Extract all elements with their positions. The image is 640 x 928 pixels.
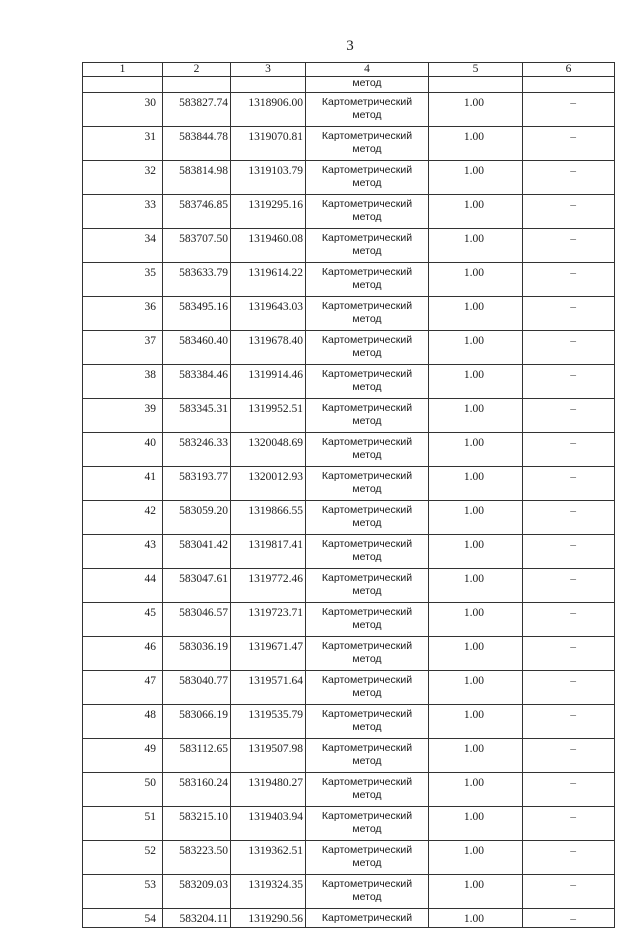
- point-number: 37: [83, 331, 163, 365]
- method-line-1: Картометрический: [321, 674, 413, 686]
- y-coordinate: 1319507.98: [231, 739, 306, 773]
- method-line-2: метод: [352, 585, 382, 597]
- accuracy: 1.00: [429, 399, 523, 433]
- method-line-1: Картометрический: [321, 300, 413, 312]
- page-number: 3: [346, 38, 354, 54]
- method-cell: [306, 841, 429, 875]
- y-coordinate: 1319772.46: [231, 569, 306, 603]
- method-line-1: Картометрический: [321, 708, 413, 720]
- table-row: [83, 467, 615, 501]
- header-cell: 2: [163, 63, 231, 77]
- accuracy: 1.00: [429, 909, 523, 928]
- y-coordinate: 1319914.46: [231, 365, 306, 399]
- description-cell: –: [523, 501, 615, 535]
- method-line-1: Картометрический: [321, 810, 413, 822]
- method-line-2: метод: [352, 109, 382, 121]
- table-row: [83, 399, 615, 433]
- method-line-2: метод: [352, 755, 382, 767]
- method-line-2: метод: [352, 211, 382, 223]
- method-cell: [306, 535, 429, 569]
- y-coordinate: 1319295.16: [231, 195, 306, 229]
- point-number: 45: [83, 603, 163, 637]
- x-coordinate: 583193.77: [163, 467, 231, 501]
- x-coordinate: 583223.50: [163, 841, 231, 875]
- point-number: 42: [83, 501, 163, 535]
- accuracy: 1.00: [429, 603, 523, 637]
- method-cell: [306, 637, 429, 671]
- description-cell: –: [523, 195, 615, 229]
- method-line-2: метод: [352, 143, 382, 155]
- point-number: 47: [83, 671, 163, 705]
- y-coordinate: 1319952.51: [231, 399, 306, 433]
- point-number: 33: [83, 195, 163, 229]
- y-coordinate: 1319678.40: [231, 331, 306, 365]
- table-row: [83, 127, 615, 161]
- y-coordinate: 1319362.51: [231, 841, 306, 875]
- table-row: [83, 331, 615, 365]
- accuracy: 1.00: [429, 501, 523, 535]
- method-line-2: метод: [352, 551, 382, 563]
- accuracy: 1.00: [429, 535, 523, 569]
- description-cell: –: [523, 229, 615, 263]
- method-cell: [306, 93, 429, 127]
- header-row: [83, 63, 615, 77]
- y-coordinate: 1320012.93: [231, 467, 306, 501]
- x-coordinate: 583345.31: [163, 399, 231, 433]
- description-cell: –: [523, 603, 615, 637]
- accuracy: 1.00: [429, 297, 523, 331]
- accuracy: 1.00: [429, 875, 523, 909]
- description-cell: –: [523, 433, 615, 467]
- y-coordinate: 1319535.79: [231, 705, 306, 739]
- description-cell: –: [523, 909, 615, 928]
- table-row: [83, 603, 615, 637]
- method-line-2: метод: [352, 721, 382, 733]
- point-number: 46: [83, 637, 163, 671]
- description-cell: –: [523, 739, 615, 773]
- description-cell: –: [523, 705, 615, 739]
- accuracy: 1.00: [429, 229, 523, 263]
- header-cell: 6: [523, 63, 615, 77]
- x-coordinate: 583112.65: [163, 739, 231, 773]
- method-line-2: метод: [352, 449, 382, 461]
- description-cell: –: [523, 875, 615, 909]
- table-row: [83, 739, 615, 773]
- point-number: 50: [83, 773, 163, 807]
- accuracy: 1.00: [429, 263, 523, 297]
- header-cell: 1: [83, 63, 163, 77]
- method-line-1: Картометрический: [321, 504, 413, 516]
- accuracy: 1.00: [429, 841, 523, 875]
- method-line-2: метод: [352, 415, 382, 427]
- table-row: [83, 365, 615, 399]
- method-line-2: метод: [352, 177, 382, 189]
- y-coordinate: 1319324.35: [231, 875, 306, 909]
- x-coordinate: 583246.33: [163, 433, 231, 467]
- method-line-1: Картометрический: [321, 164, 413, 176]
- method-line-1: Картометрический: [321, 640, 413, 652]
- table-row: [83, 807, 615, 841]
- method-cell: [306, 229, 429, 263]
- method-line-2: метод: [352, 245, 382, 257]
- description-cell: –: [523, 467, 615, 501]
- table-row: [83, 875, 615, 909]
- table-row: [83, 501, 615, 535]
- method-line-1: Картометрический: [321, 232, 413, 244]
- x-coordinate: 583827.74: [163, 93, 231, 127]
- x-coordinate: 583046.57: [163, 603, 231, 637]
- method-line-1: Картометрический: [321, 742, 413, 754]
- y-coordinate: 1319614.22: [231, 263, 306, 297]
- x-coordinate: 583036.19: [163, 637, 231, 671]
- method-line-1: Картометрический: [321, 436, 413, 448]
- table-row: [83, 93, 615, 127]
- x-coordinate: 583460.40: [163, 331, 231, 365]
- table-row: [83, 773, 615, 807]
- y-coordinate: 1318906.00: [231, 93, 306, 127]
- y-coordinate: 1319290.56: [231, 909, 306, 928]
- point-number: 52: [83, 841, 163, 875]
- y-coordinate: 1319480.27: [231, 773, 306, 807]
- description-cell: –: [523, 127, 615, 161]
- header-cell: 3: [231, 63, 306, 77]
- method-cell: [306, 399, 429, 433]
- header-cell: 5: [429, 63, 523, 77]
- method-line-1: Картометрический: [321, 266, 413, 278]
- point-number: 53: [83, 875, 163, 909]
- method-line-1: Картометрический: [321, 606, 413, 618]
- method-line-1: Картометрический: [321, 538, 413, 550]
- description-cell: –: [523, 807, 615, 841]
- x-coordinate: 583707.50: [163, 229, 231, 263]
- method-line-1: Картометрический: [321, 96, 413, 108]
- method-cell: [306, 603, 429, 637]
- y-coordinate: 1319403.94: [231, 807, 306, 841]
- accuracy: 1.00: [429, 365, 523, 399]
- x-coordinate: 583633.79: [163, 263, 231, 297]
- description-cell: –: [523, 331, 615, 365]
- x-coordinate: 583384.46: [163, 365, 231, 399]
- method-cell: [306, 467, 429, 501]
- method-cell: метод: [306, 77, 429, 93]
- y-coordinate: 1320048.69: [231, 433, 306, 467]
- method-line-1: Картометрический: [321, 402, 413, 414]
- point-number: 32: [83, 161, 163, 195]
- method-cell: [306, 501, 429, 535]
- method-cell: [306, 739, 429, 773]
- y-coordinate: 1319723.71: [231, 603, 306, 637]
- accuracy: 1.00: [429, 161, 523, 195]
- y-coordinate: 1319866.55: [231, 501, 306, 535]
- method-line-1: Картометрический: [321, 776, 413, 788]
- description-cell: –: [523, 297, 615, 331]
- point-number: 35: [83, 263, 163, 297]
- table-row: [83, 433, 615, 467]
- method-cell: [306, 671, 429, 705]
- accuracy: 1.00: [429, 807, 523, 841]
- method-cell: [306, 705, 429, 739]
- description-cell: –: [523, 773, 615, 807]
- method-cell: [306, 263, 429, 297]
- method-cell: [306, 331, 429, 365]
- method-cell: [306, 773, 429, 807]
- table-row: [83, 841, 615, 875]
- point-number: 34: [83, 229, 163, 263]
- x-coordinate: 583047.61: [163, 569, 231, 603]
- x-coordinate: 583209.03: [163, 875, 231, 909]
- point-number: 49: [83, 739, 163, 773]
- accuracy: 1.00: [429, 127, 523, 161]
- table-row: [83, 569, 615, 603]
- method-cell: [306, 433, 429, 467]
- accuracy: 1.00: [429, 739, 523, 773]
- method-line-1: Картометрический: [321, 334, 413, 346]
- point-number: 44: [83, 569, 163, 603]
- y-coordinate: 1319643.03: [231, 297, 306, 331]
- method-line-1: Картометрический: [321, 368, 413, 380]
- method-line-2: метод: [352, 381, 382, 393]
- table-row: [83, 637, 615, 671]
- table-row: [83, 671, 615, 705]
- table-row: [83, 195, 615, 229]
- description-cell: –: [523, 535, 615, 569]
- method-line-2: метод: [352, 279, 382, 291]
- description-cell: –: [523, 841, 615, 875]
- method-cell: [306, 127, 429, 161]
- y-coordinate: 1319460.08: [231, 229, 306, 263]
- point-number: 30: [83, 93, 163, 127]
- method-line-1: Картометрический: [321, 844, 413, 856]
- x-coordinate: 583041.42: [163, 535, 231, 569]
- method-line-2: метод: [352, 857, 382, 869]
- table-row: [83, 705, 615, 739]
- y-coordinate: 1319103.79: [231, 161, 306, 195]
- accuracy: 1.00: [429, 671, 523, 705]
- method-line-1: Картометрический: [321, 470, 413, 482]
- point-number: 38: [83, 365, 163, 399]
- accuracy: 1.00: [429, 195, 523, 229]
- x-coordinate: 583746.85: [163, 195, 231, 229]
- table-body: [83, 77, 615, 928]
- point-number: 39: [83, 399, 163, 433]
- y-coordinate: 1319817.41: [231, 535, 306, 569]
- y-coordinate: 1319070.81: [231, 127, 306, 161]
- description-cell: –: [523, 637, 615, 671]
- method-line-1: Картометрический: [321, 878, 413, 890]
- accuracy: 1.00: [429, 705, 523, 739]
- method-cell: [306, 569, 429, 603]
- accuracy: 1.00: [429, 331, 523, 365]
- table-row: [83, 229, 615, 263]
- point-number: 54: [83, 909, 163, 928]
- table-row: [83, 535, 615, 569]
- y-coordinate: 1319571.64: [231, 671, 306, 705]
- method-cell: [306, 875, 429, 909]
- method-line-1: Картометрический: [321, 130, 413, 142]
- method-line-2: метод: [352, 347, 382, 359]
- method-line-2: метод: [352, 891, 382, 903]
- method-cell: [306, 807, 429, 841]
- x-coordinate: 583215.10: [163, 807, 231, 841]
- table-row: [83, 909, 615, 928]
- accuracy: 1.00: [429, 467, 523, 501]
- description-cell: –: [523, 93, 615, 127]
- method-line-2: метод: [352, 517, 382, 529]
- method-cell: [306, 365, 429, 399]
- description-cell: –: [523, 569, 615, 603]
- method-cell: [306, 195, 429, 229]
- continuation-row: [83, 77, 615, 93]
- x-coordinate: 583066.19: [163, 705, 231, 739]
- x-coordinate: 583204.11: [163, 909, 231, 928]
- point-number: 43: [83, 535, 163, 569]
- x-coordinate: 583059.20: [163, 501, 231, 535]
- method-line-2: метод: [352, 823, 382, 835]
- method-cell: [306, 297, 429, 331]
- method-line-2: метод: [352, 653, 382, 665]
- method-line-2: метод: [352, 619, 382, 631]
- point-number: 41: [83, 467, 163, 501]
- description-cell: –: [523, 671, 615, 705]
- method-line-2: метод: [352, 313, 382, 325]
- method-line-1: Картометрический: [321, 198, 413, 210]
- x-coordinate: 583814.98: [163, 161, 231, 195]
- accuracy: 1.00: [429, 93, 523, 127]
- accuracy: 1.00: [429, 569, 523, 603]
- method-cell: [306, 161, 429, 195]
- point-number: 36: [83, 297, 163, 331]
- method-line-2: метод: [352, 483, 382, 495]
- x-coordinate: 583040.77: [163, 671, 231, 705]
- accuracy: 1.00: [429, 773, 523, 807]
- method-line-2: метод: [352, 687, 382, 699]
- method-line-1: Картометрический: [321, 572, 413, 584]
- x-coordinate: 583495.16: [163, 297, 231, 331]
- point-number: 51: [83, 807, 163, 841]
- description-cell: –: [523, 399, 615, 433]
- method-cell: Картометрический: [306, 909, 429, 928]
- method-line-2: метод: [352, 789, 382, 801]
- table-row: [83, 161, 615, 195]
- point-number: 31: [83, 127, 163, 161]
- accuracy: 1.00: [429, 637, 523, 671]
- accuracy: 1.00: [429, 433, 523, 467]
- table-row: [83, 297, 615, 331]
- description-cell: –: [523, 161, 615, 195]
- point-number: 40: [83, 433, 163, 467]
- header-cell: 4: [306, 63, 429, 77]
- point-number: 48: [83, 705, 163, 739]
- y-coordinate: 1319671.47: [231, 637, 306, 671]
- description-cell: –: [523, 365, 615, 399]
- coordinates-table: [82, 62, 615, 928]
- description-cell: –: [523, 263, 615, 297]
- x-coordinate: 583160.24: [163, 773, 231, 807]
- table-row: [83, 263, 615, 297]
- x-coordinate: 583844.78: [163, 127, 231, 161]
